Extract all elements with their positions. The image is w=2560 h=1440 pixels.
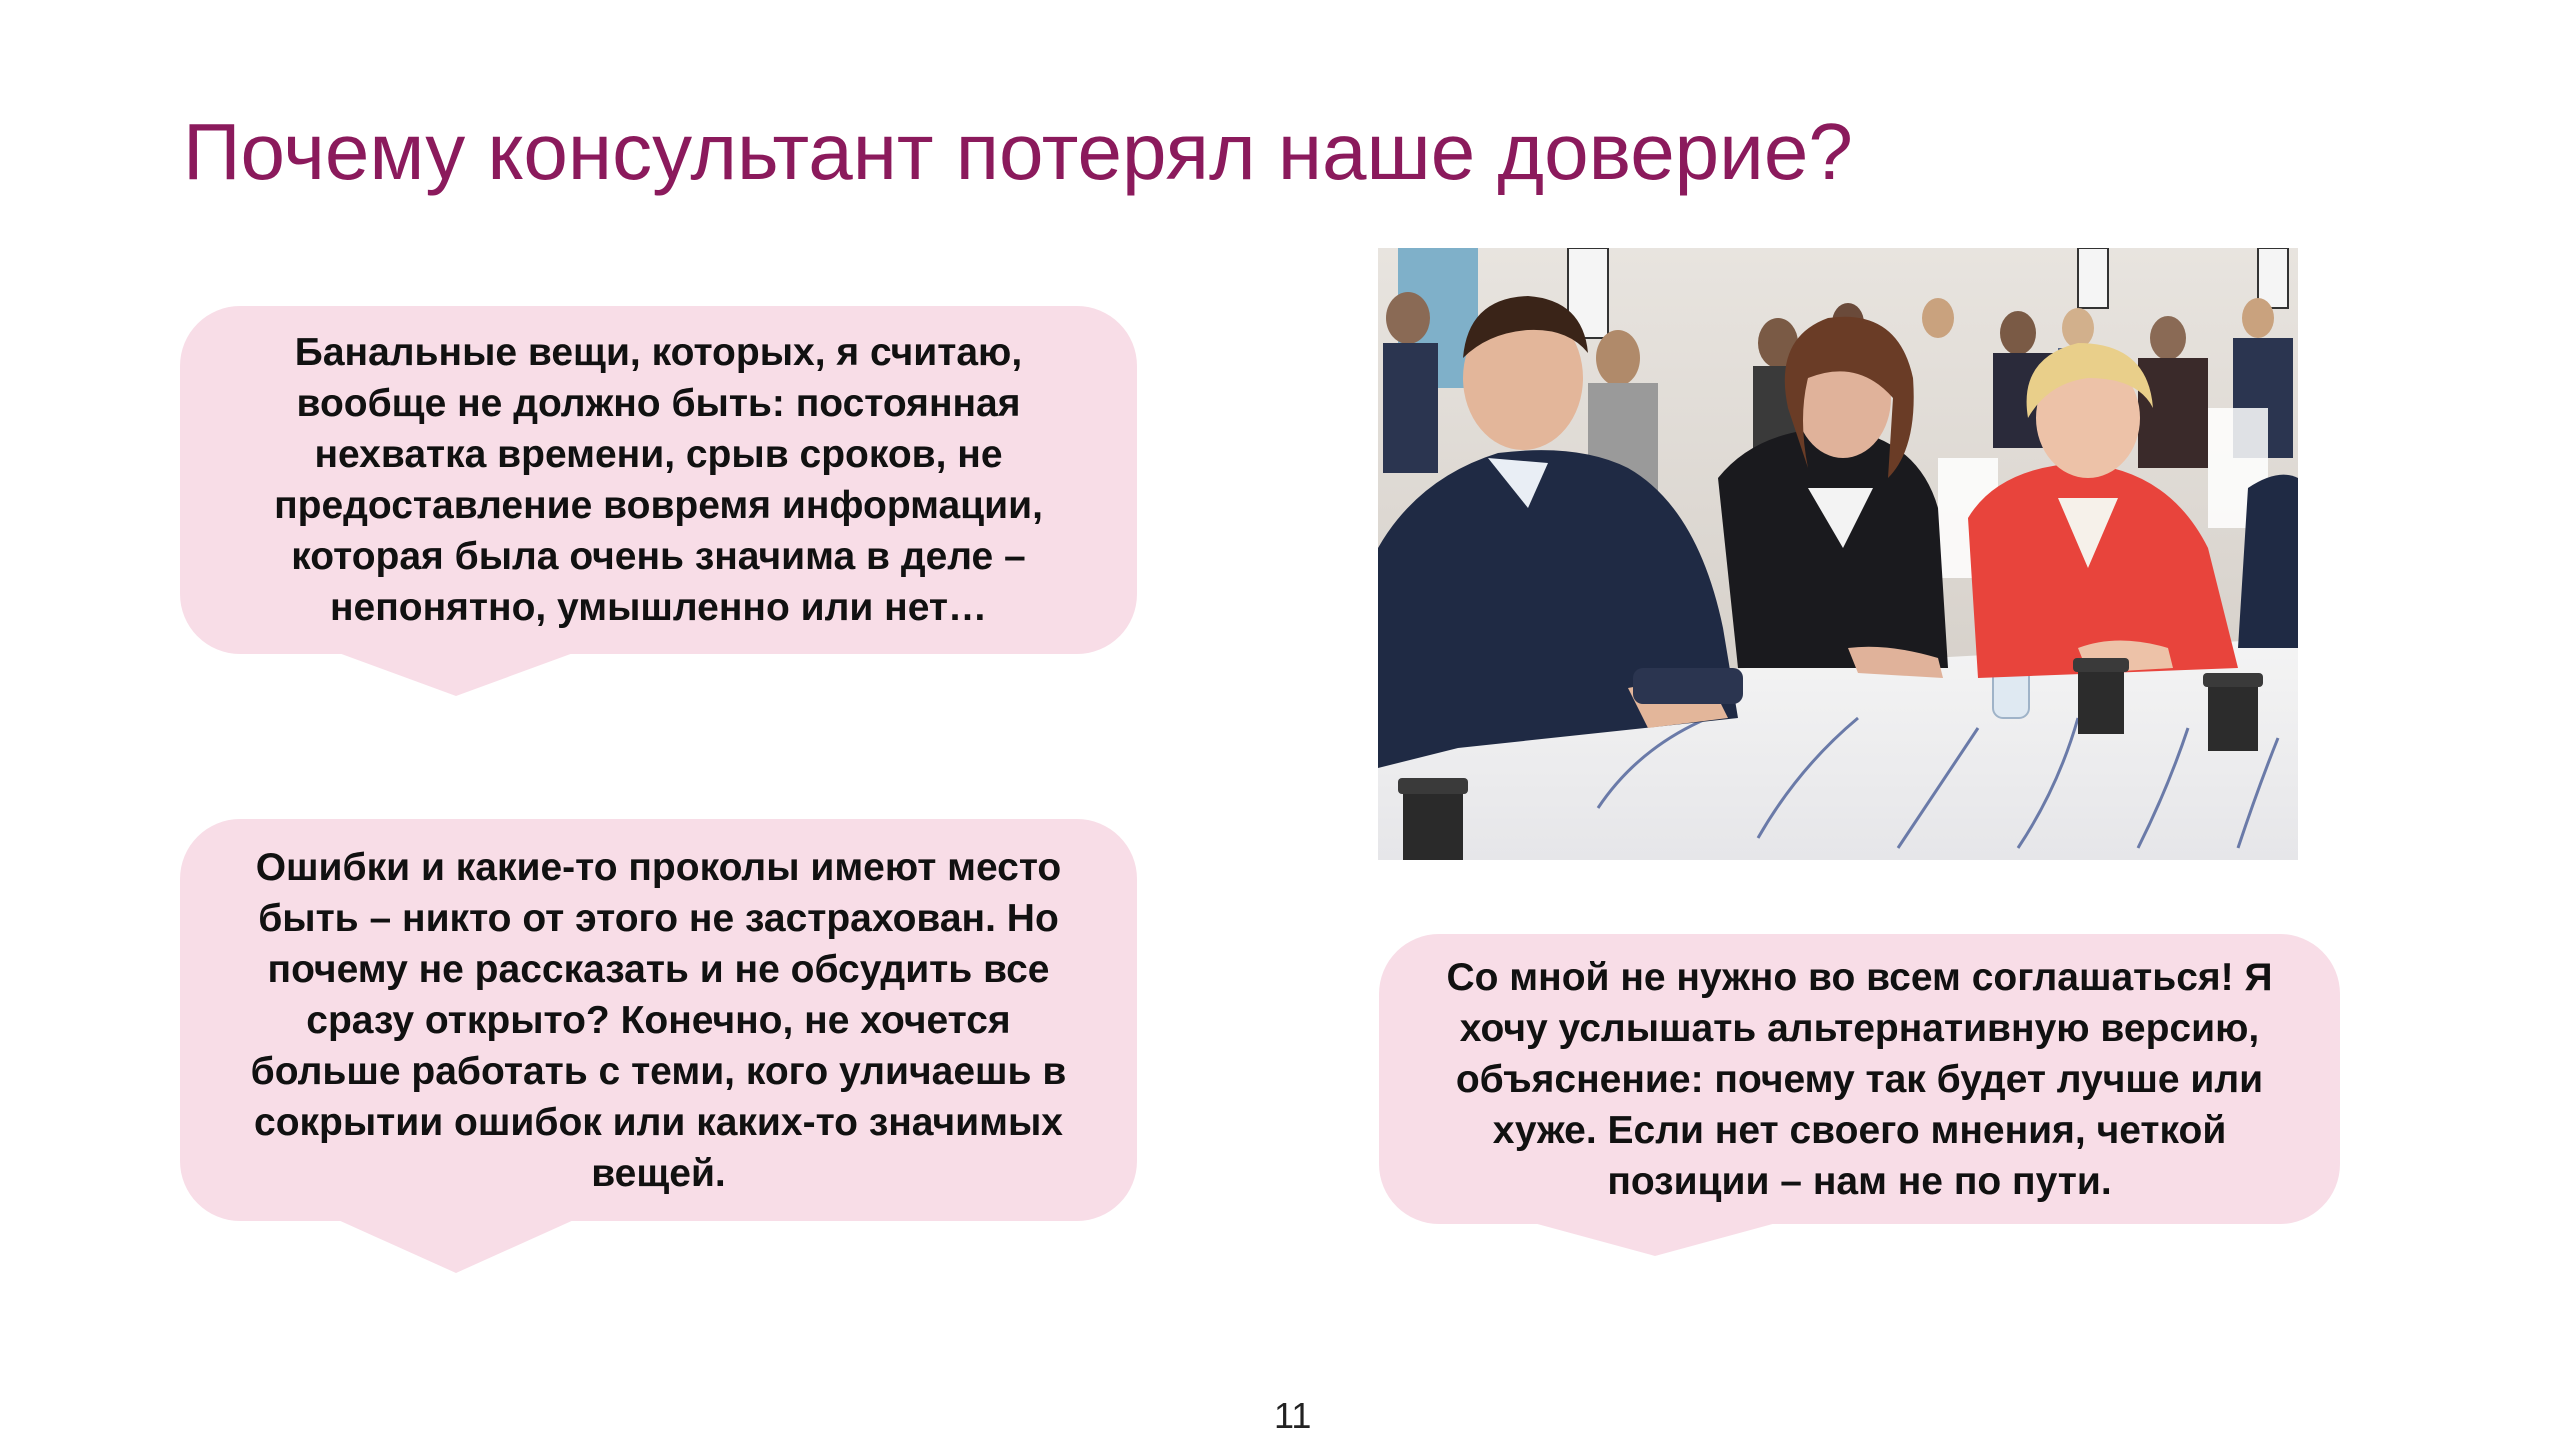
slide-title: Почему консультант потерял наше доверие? [183, 107, 1853, 196]
quote-line: почему не рассказать и не обсудить все [267, 947, 1050, 991]
quote-line: предоставление вовремя информации, [274, 484, 1043, 527]
quote-line: вообще не должно быть: постоянная [296, 382, 1021, 425]
quote-line: сокрытии ошибок или каких-то значимых [254, 1100, 1063, 1144]
quote-text-3 [1446, 952, 2272, 1207]
quote-line: Ошибки и какие-то проколы имеют место [255, 845, 1062, 889]
speech-bubble-tail [336, 1219, 576, 1273]
quote-line: быть – никто от этого не застрахован. Но [258, 896, 1059, 940]
quote-line: больше работать с теми, кого уличаешь в [250, 1049, 1067, 1093]
speech-bubble-tail [1530, 1222, 1780, 1256]
quote-bubble-2 [180, 819, 1137, 1221]
quote-line: хуже. Если нет своего мнения, четкой [1492, 1108, 2227, 1152]
quote-bubble-3 [1379, 934, 2340, 1224]
quote-text-1 [274, 327, 1043, 633]
quote-line: хочу услышать альтернативную версию, [1459, 1006, 2260, 1050]
quote-line: вещей. [591, 1151, 726, 1195]
quote-line: сразу открыто? Конечно, не хочется [306, 998, 1011, 1042]
meeting-photo [1378, 248, 2298, 860]
page-number: 11 [1274, 1395, 1312, 1436]
quote-text-2 [251, 842, 1067, 1199]
speech-bubble-tail [336, 652, 576, 696]
quote-line: непонятно, умышленно или нет… [329, 586, 988, 629]
quote-line: Банальные вещи, которых, я считаю, [294, 331, 1023, 374]
quote-line: объяснение: почему так будет лучше или [1455, 1057, 2264, 1101]
quote-line: нехватка времени, срыв сроков, не [314, 433, 1003, 476]
quote-line: позиции – нам не по пути. [1607, 1159, 2112, 1203]
quote-line: Со мной не нужно во всем соглашаться! Я [1446, 955, 2273, 999]
quote-bubble-1 [180, 306, 1137, 654]
quote-line: которая была очень значима в деле – [291, 535, 1026, 578]
meeting-photo-illustration [1378, 248, 2298, 860]
